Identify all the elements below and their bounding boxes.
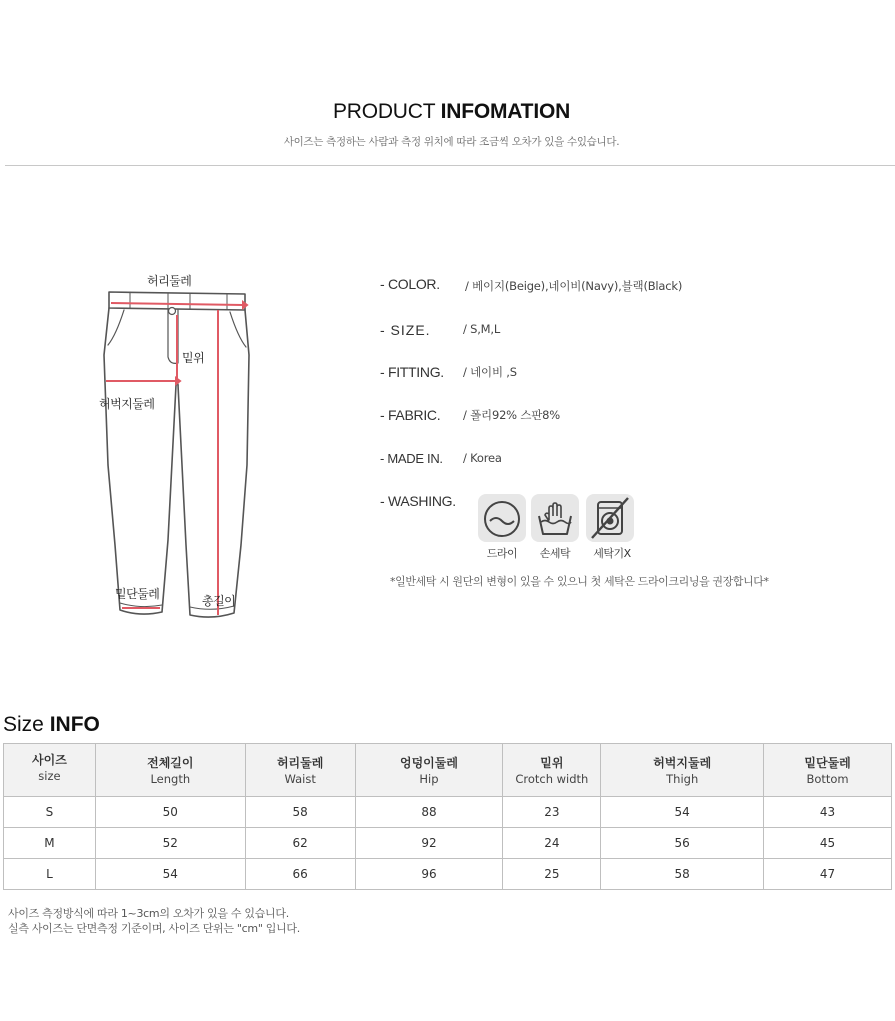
table-cell: 54	[95, 859, 245, 890]
table-cell: 56	[601, 828, 764, 859]
wash-label-no-machine: 세탁기X	[593, 547, 631, 560]
button-icon	[169, 308, 176, 315]
no-machine-wash-icon	[586, 494, 634, 542]
column-header-bottom	[764, 744, 892, 797]
spec-color-value: / 베이지(Beige),네이비(Navy),블랙(Black)	[465, 279, 683, 293]
label-length: 총길이	[202, 594, 236, 608]
column-en: Bottom	[806, 772, 849, 786]
label-crotch: 밑위	[182, 351, 205, 365]
spec-made-in-value: / Korea	[463, 451, 502, 465]
column-ko: 사이즈	[32, 753, 67, 767]
size-info-title	[3, 713, 100, 737]
size-note-line: 사이즈 측정방식에 따라 1~3cm의 오차가 있을 수 있습니다.	[8, 907, 289, 920]
table-cell: 45	[764, 828, 892, 859]
pants-diagram	[90, 265, 270, 635]
spec-fabric-value: / 폴리92% 스판8%	[463, 408, 561, 422]
spec-fitting-label: - FITTING.	[380, 364, 444, 380]
column-ko: 엉덩이둘레	[400, 756, 458, 770]
label-bottom: 밑단둘레	[115, 587, 160, 601]
size-note-line: 실측 사이즈는 단면측정 기준이며, 사이즈 단위는 "cm" 입니다.	[8, 922, 300, 935]
title-bold: INFOMATION	[440, 100, 571, 123]
spec-fabric-label: - FABRIC.	[380, 407, 441, 423]
table-row	[4, 828, 892, 859]
spec-size	[380, 322, 431, 339]
table-cell: 52	[95, 828, 245, 859]
wash-label-dry: 드라이	[486, 547, 518, 560]
column-ko: 밑단둘레	[804, 756, 851, 770]
wash-label-hand: 손세탁	[539, 547, 571, 560]
size-title-bold: INFO	[49, 713, 100, 736]
column-ko: 밑위	[540, 756, 564, 770]
product-info-title	[0, 100, 895, 124]
column-ko: 허벅지둘레	[653, 756, 712, 770]
column-header-crotch	[503, 744, 601, 797]
column-ko: 전체길이	[147, 756, 194, 770]
table-cell: 62	[245, 828, 355, 859]
title-light: PRODUCT	[332, 100, 441, 123]
spec-color	[380, 276, 440, 293]
column-header-waist	[245, 744, 355, 797]
table-cell: 58	[245, 797, 355, 828]
spec-fabric	[380, 407, 440, 424]
spec-made-in	[380, 451, 443, 467]
column-header-length	[95, 744, 245, 797]
table-cell: 25	[503, 859, 601, 890]
table-cell: 50	[95, 797, 245, 828]
table-cell: 58	[601, 859, 764, 890]
washing-note: *일반세탁 시 원단의 변형이 있을 수 있으니 첫 세탁은 드라이크리닝을 권장합니다*	[390, 575, 769, 588]
spec-fitting	[380, 364, 444, 381]
table-cell: 47	[764, 859, 892, 890]
table-row	[4, 797, 892, 828]
table-cell: 88	[355, 797, 503, 828]
table-cell: 66	[245, 859, 355, 890]
column-en: Crotch width	[515, 772, 589, 786]
pants-illustration	[90, 265, 270, 635]
label-waist: 허리둘레	[147, 274, 192, 288]
table-cell: 24	[503, 828, 601, 859]
table-cell: 23	[503, 797, 601, 828]
spec-size-value: / S,M,L	[463, 322, 501, 336]
table-cell: M	[4, 828, 96, 859]
spec-washing-label: - WASHING.	[380, 493, 456, 509]
column-en: Length	[150, 772, 191, 786]
column-header-hip	[355, 744, 503, 797]
header-divider	[5, 165, 895, 166]
column-en: Waist	[284, 772, 316, 786]
hand-wash-icon	[531, 494, 579, 542]
size-disclaimer: 사이즈는 측정하는 사람과 측정 위치에 따라 조금씩 오차가 있을 수있습니다.	[283, 136, 620, 148]
column-en: Hip	[419, 772, 439, 786]
size-table	[3, 743, 892, 890]
column-header-size	[4, 744, 96, 797]
column-header-thigh	[601, 744, 764, 797]
spec-made-in-label: - MADE IN.	[380, 451, 443, 466]
column-en: size	[38, 769, 61, 783]
dry-clean-icon	[478, 494, 526, 542]
size-notes	[8, 906, 300, 936]
spec-washing	[380, 493, 456, 510]
table-cell: L	[4, 859, 96, 890]
spec-color-label: - COLOR.	[380, 276, 440, 292]
size-title-light: Size	[3, 713, 50, 736]
column-en: Thigh	[666, 772, 699, 786]
table-cell: 54	[601, 797, 764, 828]
spec-fitting-value: / 네이비 ,S	[463, 365, 517, 379]
table-cell: 92	[355, 828, 503, 859]
column-ko: 허리둘레	[276, 756, 324, 770]
table-cell: 43	[764, 797, 892, 828]
table-row	[4, 859, 892, 890]
spec-size-label: - SIZE.	[380, 322, 431, 338]
table-header-row	[4, 744, 892, 797]
label-thigh: 허벅지둘레	[99, 397, 155, 411]
table-cell: S	[4, 797, 96, 828]
table-cell: 96	[355, 859, 503, 890]
